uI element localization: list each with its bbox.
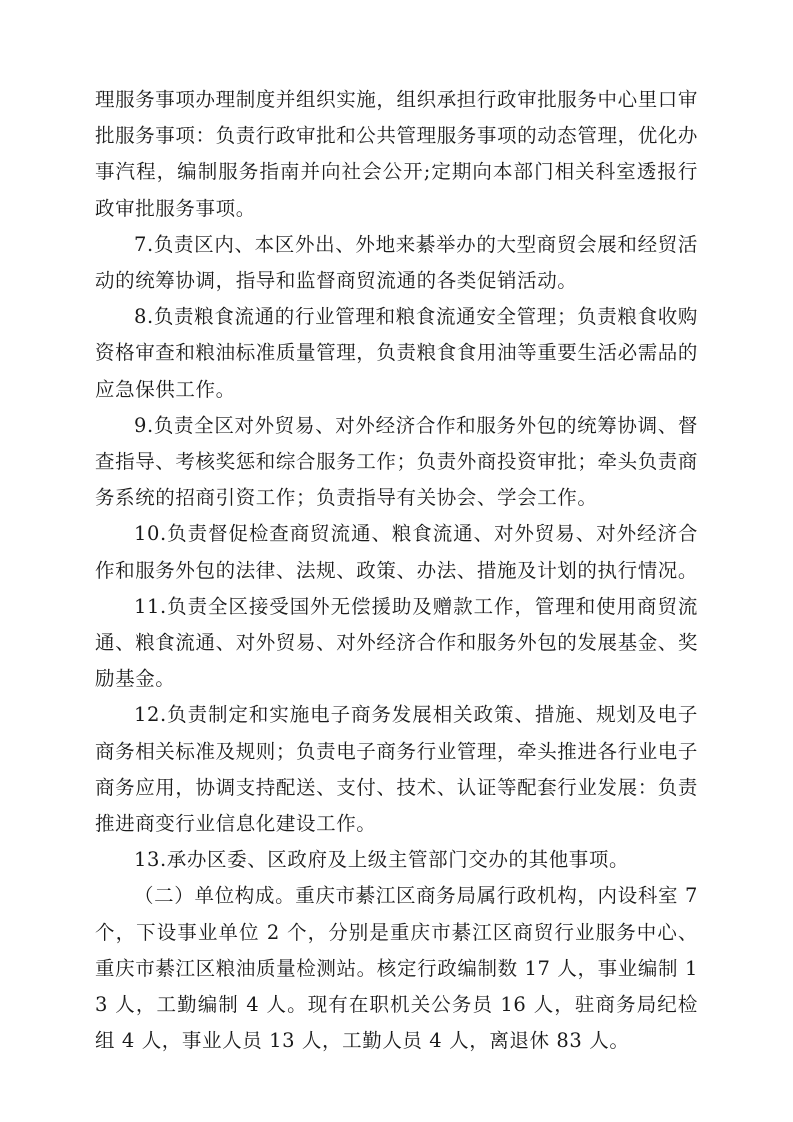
paragraph-item-10: 10.负责督促检查商贸流通、粮食流通、对外贸易、对外经济合作和服务外包的法律、法规、政策、办法、措施及计划的执行情况。: [95, 522, 699, 582]
paragraph-item-8: 8.负责粮食流通的行业管理和粮食流通安全管理；负责粮食收购资格审查和粮油标准质量管理，负责粮食食用油等重要生活必需品的应急保供工作。: [95, 305, 699, 401]
paragraph-item-11: 11.负责全区接受国外无偿援助及赠款工作，管理和使用商贸流通、粮食流通、对外贸易、对外经济合作和服务外包的发展基金、奖励基金。: [95, 594, 699, 691]
paragraph-item-12: 12.负责制定和实施电子商务发展相关政策、措施、规划及电子商务相关标准及规则；负责电子商务行业管理，牵头推进各行业电子商务应用，协调支持配送、支付、技术、认证等配套行业发展：负责推进商变行业信息化建设工作。: [95, 703, 699, 836]
paragraph-item-9: 9.负责全区对外贸易、对外经济合作和服务外包的统筹协调、督查指导、考核奖惩和综合服务工作；负责外商投资审批；牵头负责商务系统的招商引资工作；负责指导有关协会、学会工作。: [95, 413, 699, 510]
paragraph-item-13: 13.承办区委、区政府及上级主管部门交办的其他事项。: [134, 848, 630, 872]
paragraph-item-7: 7.负责区内、本区外出、外地来綦举办的大型商贸会展和经贸活动的统筹协调，指导和监督商贸流通的各类促销活动。: [95, 232, 698, 293]
paragraph-service-items: 理服务事项办理制度并组织实施，组织承担行政审批服务中心里口审批服务事项：负责行政审批和公共管理服务事项的动态管理，优化办事汽程，编制服务指南并向社会公开;定期向本部门相关科室透报行政审批服务事项。: [95, 88, 699, 220]
body-text: [95, 82, 698, 1059]
paragraph-unit-composition: （二）单位构成。重庆市綦江区商务局属行政机构，内设科室 7 个，下设事业单位 2 个，分别是重庆市綦江区商贸行业服务中心、重庆市綦江区粮油质量检测站。核定行政编制数 17 人，事业编制 13 人，工勤编制 4 人。现有在职机关公务员 16 人，驻商务局纪检组 4 人，事业人员 13 人，工勤人员 4 人，离退休 83 人。: [95, 884, 698, 1053]
